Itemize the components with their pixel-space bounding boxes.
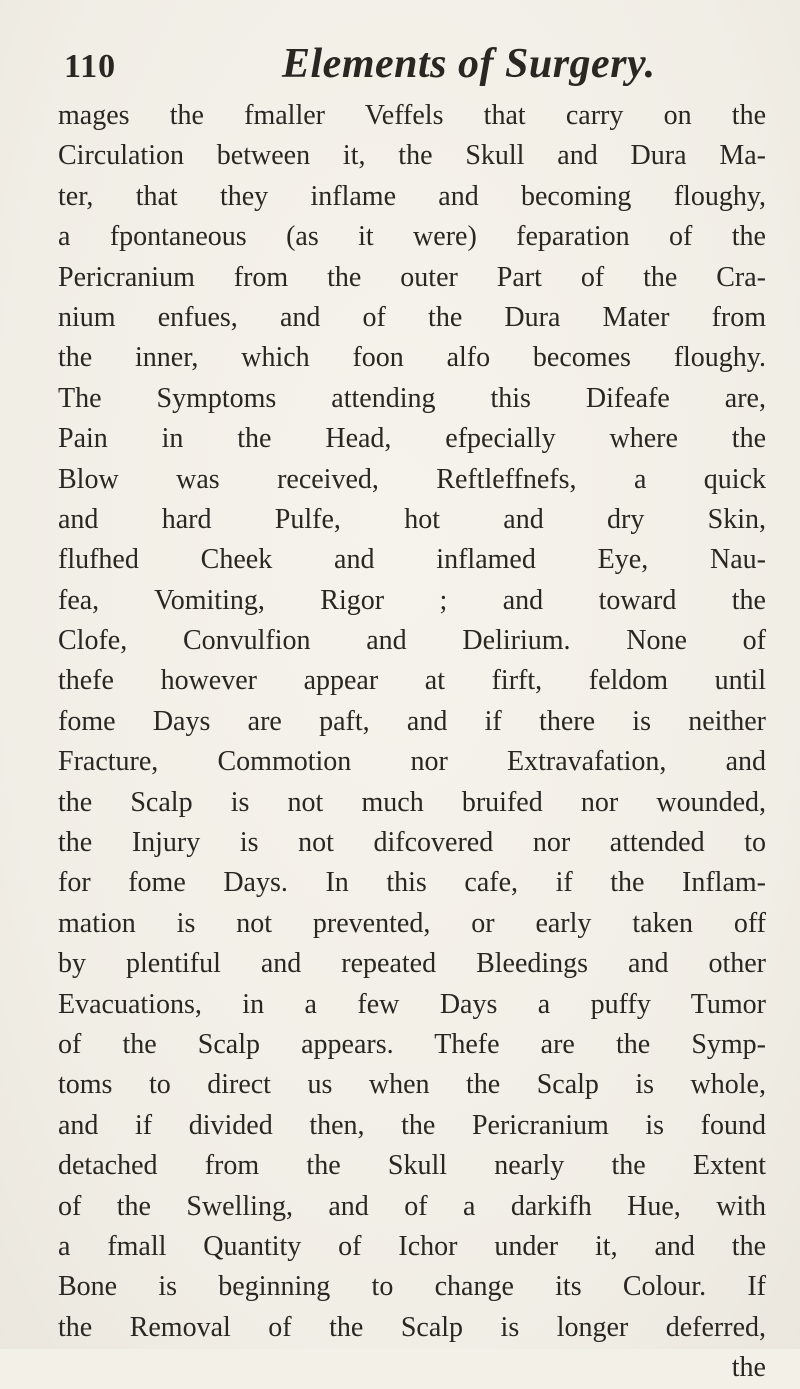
body-text	[58, 96, 766, 1389]
text-line: and if divided then, the Pericranium is found	[58, 1109, 766, 1141]
text-line: toms to direct us when the Scalp is whole,	[58, 1069, 766, 1101]
text-line: nium enfues, and of the Dura Mater from	[58, 301, 766, 333]
running-head	[60, 38, 760, 90]
text-line: a fpontaneous (as it were) feparation of the	[58, 221, 766, 253]
text-line: the Scalp is not much bruifed nor wounded,	[58, 786, 766, 818]
text-line: mation is not prevented, or early taken off	[58, 907, 766, 939]
text-line: Pain in the Head, efpecially where the	[58, 423, 766, 455]
running-title: Elements of Surgery.	[282, 41, 656, 87]
text-line: Blow was received, Reftleffnefs, a quick	[58, 463, 766, 495]
text-line: Circulation between it, the Skull and Dura Ma-	[58, 140, 766, 172]
text-line: thefe however appear at firft, feldom until	[58, 665, 766, 697]
text-line: detached from the Skull nearly the Extent	[58, 1150, 766, 1182]
text-line: the inner, which foon alfo becomes floughy.	[58, 342, 766, 374]
text-line: by plentiful and repeated Bleedings and other	[58, 948, 766, 980]
text-line: Bone is beginning to change its Colour. If	[58, 1271, 766, 1303]
text-line: ter, that they inflame and becoming floughy,	[58, 180, 766, 212]
text-line: and hard Pulfe, hot and dry Skin,	[58, 503, 766, 535]
text-line: fea, Vomiting, Rigor ; and toward the	[58, 584, 766, 616]
text-line: of the Swelling, and of a darkifh Hue, with	[58, 1190, 766, 1222]
text-line: the Removal of the Scalp is longer deferred,	[58, 1311, 766, 1343]
text-line: Pericranium from the outer Part of the Cra-	[58, 261, 766, 293]
text-line: The Symptoms attending this Difeafe are,	[58, 382, 766, 414]
text-line: fome Days are paft, and if there is neither	[58, 705, 766, 737]
page-number: 110	[64, 48, 117, 85]
text-line: for fome Days. In this cafe, if the Inflam-	[58, 867, 766, 899]
text-line: Evacuations, in a few Days a puffy Tumor	[58, 988, 766, 1020]
text-line: the Injury is not difcovered nor attended to	[58, 827, 766, 859]
text-line: Clofe, Convulfion and Delirium. None of	[58, 625, 766, 657]
text-line: Fracture, Commotion nor Extravafation, and	[58, 746, 766, 778]
catchword: the	[731, 1352, 766, 1384]
text-line: flufhed Cheek and inflamed Eye, Nau-	[58, 544, 766, 576]
text-line: of the Scalp appears. Thefe are the Symp-	[58, 1028, 766, 1060]
text-line: a fmall Quantity of Ichor under it, and the	[58, 1230, 766, 1262]
text-line: mages the fmaller Veffels that carry on the	[58, 100, 766, 131]
